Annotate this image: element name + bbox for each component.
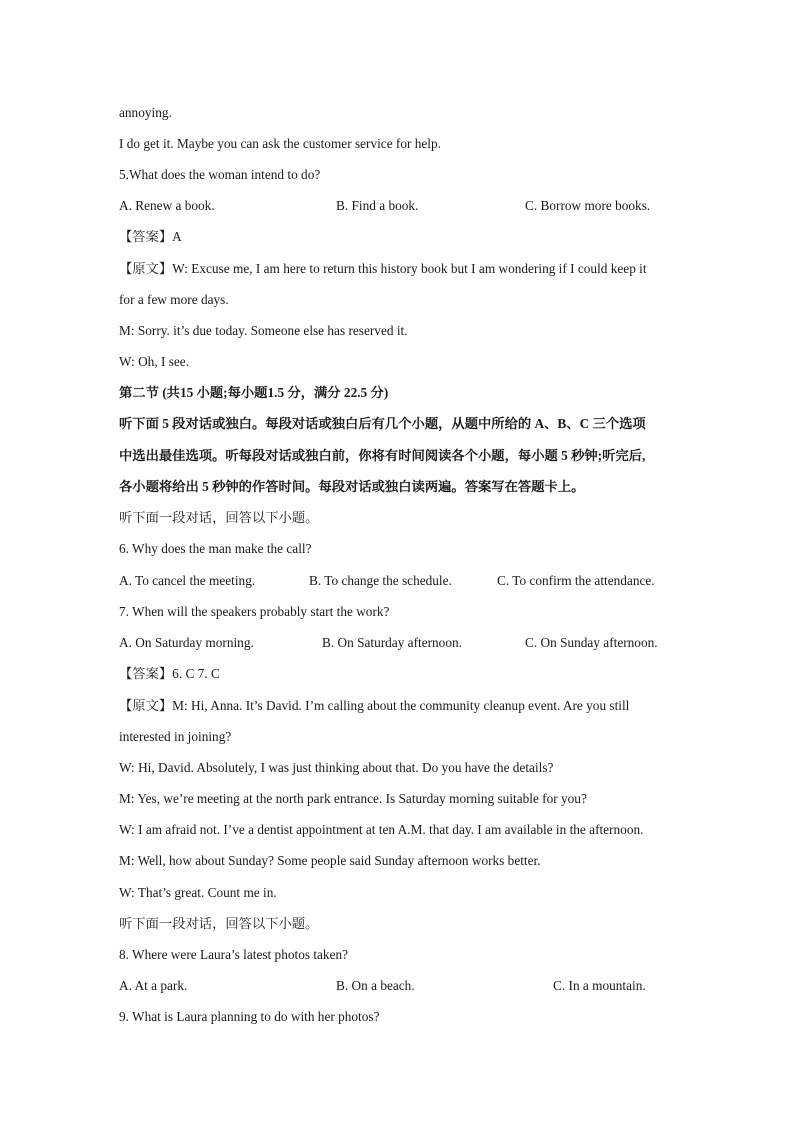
question-6: 6. Why does the man make the call? — [119, 541, 312, 556]
transcript-line: M: Yes, we’re meeting at the north park entrance. Is Saturday morning suitable for you? — [119, 791, 587, 806]
instructions-line: 听下面 5 段对话或独白。每段对话或独白后有几个小题，从题中所给的 A、B、C 三个选项 — [119, 416, 646, 431]
transcript-line: M: Sorry. it’s due today. Someone else has reserved it. — [119, 323, 408, 338]
option-7c: C. On Sunday afternoon. — [525, 635, 658, 650]
option-8c: C. In a mountain. — [553, 978, 646, 993]
option-8a: A. At a park. — [119, 978, 188, 993]
option-6a: A. To cancel the meeting. — [119, 573, 256, 588]
text-line: I do get it. Maybe you can ask the customer service for help. — [119, 136, 441, 151]
text-line: annoying. — [119, 105, 172, 120]
transcript-line: W: Oh, I see. — [119, 354, 190, 369]
question-5: 5.What does the woman intend to do? — [119, 167, 321, 182]
transcript-line: W: I am afraid not. I’ve a dentist appointment at ten A.M. that day. I am available in the afternoon. — [119, 822, 644, 837]
listen-instruction: 听下面一段对话，回答以下小题。 — [119, 916, 319, 931]
instructions-line: 中选出最佳选项。听每段对话或独白前，你将有时间阅读各个小题，每小题 5 秒钟;听完后, — [119, 448, 646, 463]
option-6c: C. To confirm the attendance. — [497, 573, 655, 588]
answer-5: 【答案】A — [119, 229, 182, 244]
question-7: 7. When will the speakers probably start the work? — [119, 604, 390, 619]
transcript-line: 【原文】W: Excuse me, I am here to return this history book but I am wondering if I could keep it — [119, 261, 647, 276]
instructions-line: 各小题将给出 5 秒钟的作答时间。每段对话或独白读两遍。答案写在答题卡上。 — [119, 479, 585, 494]
option-7a: A. On Saturday morning. — [119, 635, 254, 650]
transcript-line: 【原文】M: Hi, Anna. It’s David. I’m calling about the community cleanup event. Are you still — [119, 698, 630, 713]
transcript-line: W: Hi, David. Absolutely, I was just thinking about that. Do you have the details? — [119, 760, 554, 775]
answer-6-7: 【答案】6. C 7. C — [119, 666, 220, 681]
transcript-line: for a few more days. — [119, 292, 229, 307]
option-5b: B. Find a book. — [336, 198, 419, 213]
option-7b: B. On Saturday afternoon. — [322, 635, 462, 650]
option-6b: B. To change the schedule. — [309, 573, 452, 588]
option-5c: C. Borrow more books. — [525, 198, 651, 213]
option-8b: B. On a beach. — [336, 978, 415, 993]
section-2-title: 第二节 (共15 小题;每小题1.5 分，满分 22.5 分) — [119, 385, 389, 400]
transcript-line: M: Well, how about Sunday? Some people said Sunday afternoon works better. — [119, 853, 541, 868]
transcript-line: interested in joining? — [119, 729, 232, 744]
question-9: 9. What is Laura planning to do with her photos? — [119, 1009, 380, 1024]
transcript-line: W: That’s great. Count me in. — [119, 885, 277, 900]
listen-instruction: 听下面一段对话，回答以下小题。 — [119, 510, 319, 525]
option-5a: A. Renew a book. — [119, 198, 215, 213]
question-8: 8. Where were Laura’s latest photos taken? — [119, 947, 349, 962]
